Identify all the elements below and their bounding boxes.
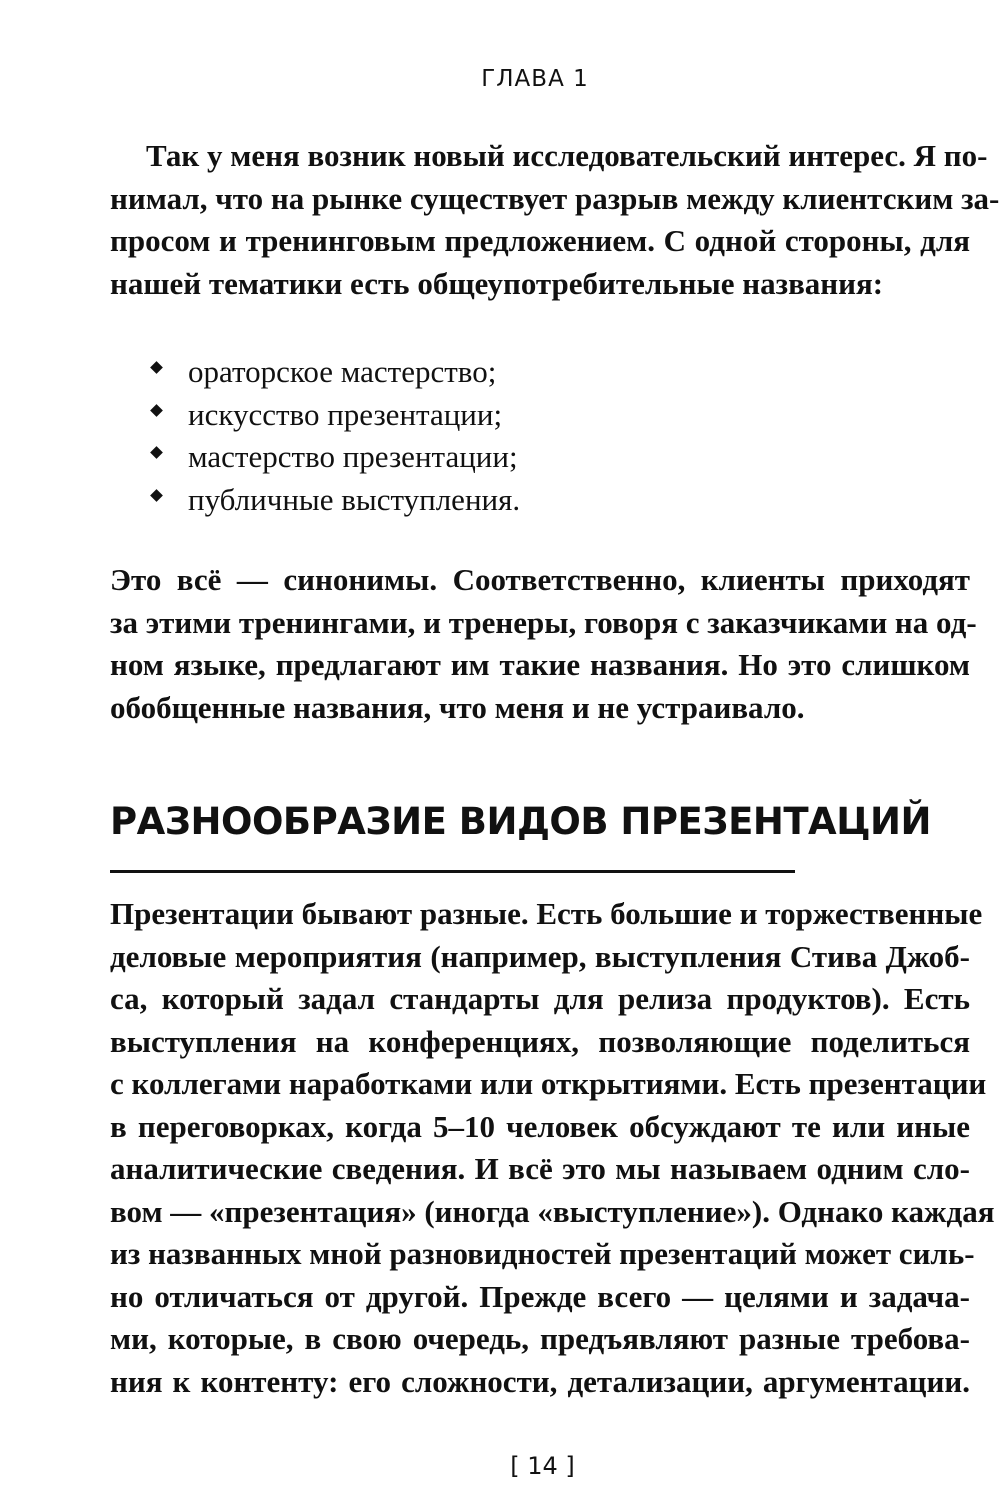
intro-line: нимал, что на рынке существует разрыв между клиентским за- bbox=[110, 180, 1000, 216]
section-paragraph bbox=[110, 893, 995, 1403]
section-line: с коллегами наработками или открытиями. Есть презентации bbox=[110, 1066, 987, 1101]
list-item bbox=[148, 436, 520, 479]
section-line: аналитические сведения. И всё это мы называем одним сло- bbox=[110, 1151, 970, 1186]
intro-line: Так у меня возник новый исследовательский интерес. Я по- bbox=[146, 138, 988, 173]
synonyms-line: Это всё — синонимы. Соответственно, клиенты приходят bbox=[110, 562, 970, 597]
list-item-text: мастерство презентации; bbox=[188, 439, 518, 474]
list-item-text: ораторское мастерство; bbox=[188, 354, 497, 389]
section-line: ми, которые, в свою очередь, предъявляют разные требова- bbox=[110, 1321, 970, 1356]
synonyms-paragraph bbox=[110, 559, 977, 729]
intro-line: нашей тематики есть общеупотребительные названия: bbox=[110, 265, 884, 301]
bullet-diamond-icon bbox=[150, 446, 163, 459]
synonyms-line: ном языке, предлагают им такие названия. Но это слишком bbox=[110, 647, 970, 682]
section-line: в переговорках, когда 5–10 человек обсуждают те или иные bbox=[110, 1108, 970, 1144]
section-heading: РАЗНООБРАЗИЕ ВИДОВ ПРЕЗЕНТАЦИЙ bbox=[110, 800, 931, 843]
section-line: Презентации бывают разные. Есть большие и торжественные bbox=[110, 896, 983, 931]
page-number: [ 14 ] bbox=[510, 1452, 575, 1480]
section-line: ния к контенту: его сложности, детализации, аргументации. bbox=[110, 1363, 970, 1399]
section-line: са, который задал стандарты для релиза продуктов). Есть bbox=[110, 981, 970, 1016]
heading-underline bbox=[110, 870, 795, 873]
list-item-text: публичные выступления. bbox=[188, 481, 521, 517]
synonym-list bbox=[148, 351, 520, 521]
section-line: но отличаться от другой. Прежде всего — целями и задача- bbox=[110, 1278, 970, 1314]
intro-paragraph bbox=[110, 135, 1000, 305]
section-line: выступления на конференциях, позволяющие поделиться bbox=[110, 1023, 970, 1059]
list-item bbox=[148, 394, 520, 437]
list-item bbox=[148, 479, 520, 522]
section-line: деловые мероприятия (например, выступления Стива Джоб- bbox=[110, 938, 970, 974]
synonyms-line: за этими тренингами, и тренеры, говоря с заказчиками на од- bbox=[110, 604, 977, 640]
list-item-text: искусство презентации; bbox=[188, 396, 503, 432]
intro-line: просом и тренинговым предложением. С одной стороны, для bbox=[110, 223, 970, 258]
section-line: из названных мной разновидностей презентаций может силь- bbox=[110, 1236, 975, 1271]
synonyms-line: обобщенные названия, что меня и не устраивало. bbox=[110, 689, 805, 725]
section-line: вом — «презентация» (иногда «выступление»). Однако каждая bbox=[110, 1193, 995, 1229]
bullet-diamond-icon bbox=[150, 489, 163, 502]
bullet-diamond-icon bbox=[150, 404, 163, 417]
list-item bbox=[148, 351, 520, 394]
running-head: ГЛАВА 1 bbox=[481, 66, 589, 92]
bullet-diamond-icon bbox=[150, 361, 163, 374]
